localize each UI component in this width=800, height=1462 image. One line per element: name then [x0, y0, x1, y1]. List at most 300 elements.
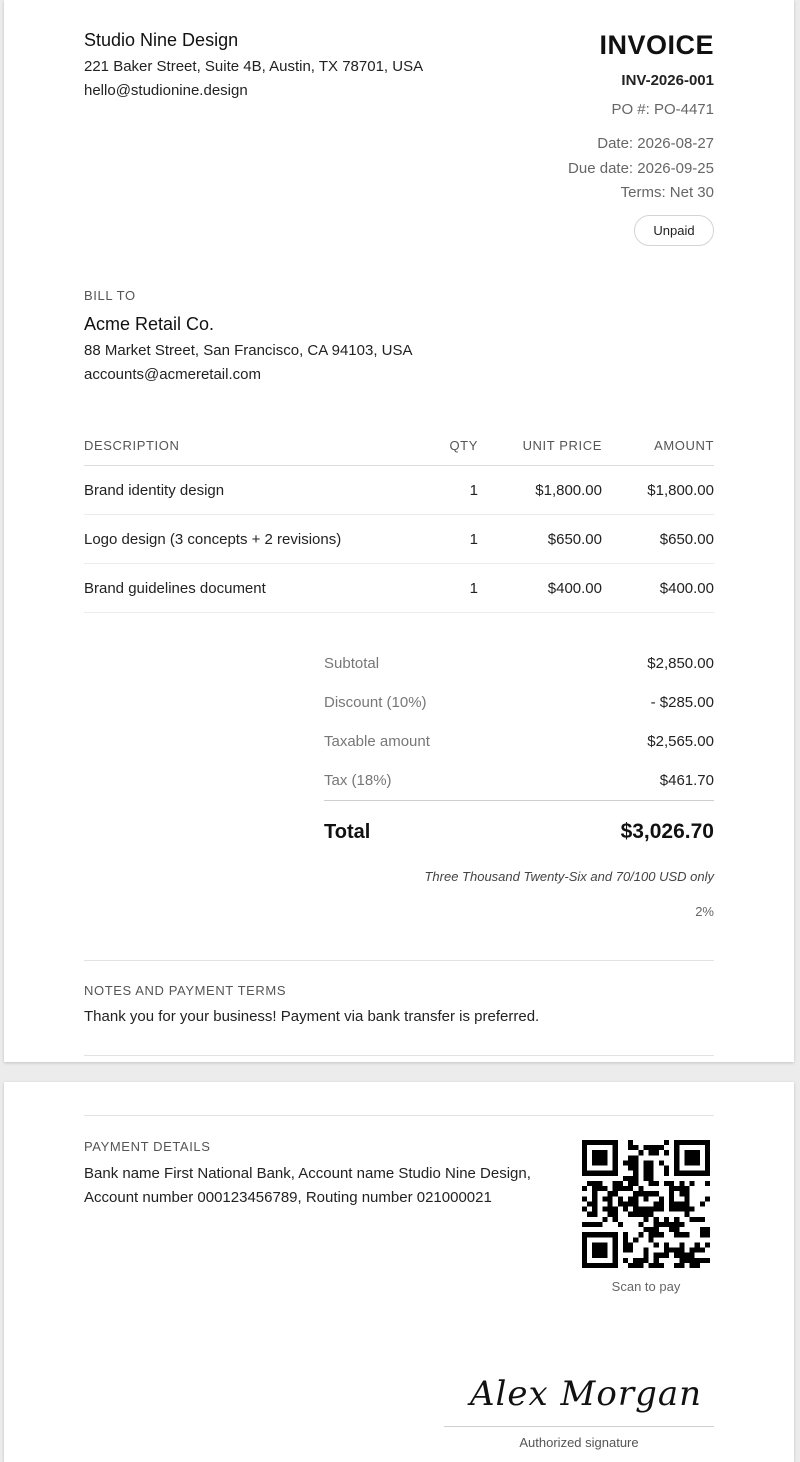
qr-module — [674, 1166, 679, 1171]
qr-module — [613, 1253, 618, 1258]
signature-name: Alex Morgan — [470, 1374, 702, 1414]
qr-module — [638, 1258, 643, 1263]
qr-module — [592, 1186, 597, 1191]
qr-module — [679, 1140, 684, 1145]
tax-label: Tax (18%) — [324, 772, 392, 789]
qr-module — [613, 1258, 618, 1263]
qr-module — [628, 1186, 633, 1191]
qr-module — [592, 1155, 597, 1160]
qr-module — [679, 1253, 684, 1258]
discount-value: - $285.00 — [650, 694, 714, 711]
qr-module — [582, 1171, 587, 1176]
qr-module — [633, 1155, 638, 1160]
qr-module — [649, 1212, 654, 1217]
qr-module — [690, 1140, 695, 1145]
qr-module — [638, 1263, 643, 1268]
qr-module — [633, 1181, 638, 1186]
invoice-date: Date: 2026-08-27 — [597, 135, 714, 152]
qr-module — [618, 1186, 623, 1191]
qr-module — [705, 1166, 710, 1171]
qr-module — [690, 1207, 695, 1212]
qr-module — [582, 1207, 587, 1212]
qr-module — [613, 1207, 618, 1212]
notes-text: Thank you for your business! Payment via bank transfer is preferred. — [84, 1008, 540, 1025]
qr-module — [654, 1253, 659, 1258]
qr-module — [582, 1232, 587, 1237]
table-row — [84, 466, 714, 515]
row-amount: $650.00 — [659, 531, 714, 548]
qr-module — [623, 1258, 628, 1263]
qr-module — [628, 1176, 633, 1181]
qr-module — [613, 1181, 618, 1186]
table-header-row — [84, 426, 714, 466]
qr-module — [643, 1248, 648, 1253]
qr-module — [613, 1171, 618, 1176]
qr-module — [684, 1191, 689, 1196]
qr-module — [582, 1145, 587, 1150]
qr-module — [633, 1237, 638, 1242]
qr-module — [684, 1196, 689, 1201]
qr-module — [633, 1191, 638, 1196]
signature-line — [444, 1426, 714, 1427]
qr-module — [592, 1191, 597, 1196]
status-badge: Unpaid — [634, 215, 714, 246]
qr-module — [659, 1253, 664, 1258]
qr-module — [592, 1212, 597, 1217]
qr-module — [613, 1232, 618, 1237]
qr-module — [690, 1217, 695, 1222]
qr-module — [582, 1196, 587, 1201]
qr-module — [602, 1140, 607, 1145]
row-description: Brand identity design — [84, 482, 225, 499]
invoice-page-1 — [4, 0, 794, 1062]
qr-module — [592, 1248, 597, 1253]
qr-module — [613, 1237, 618, 1242]
qr-module — [690, 1248, 695, 1253]
qr-module — [674, 1201, 679, 1206]
qr-module — [623, 1176, 628, 1181]
bill-to-label: BILL TO — [84, 288, 136, 303]
qr-module — [608, 1212, 613, 1217]
qr-module — [674, 1186, 679, 1191]
qr-module — [674, 1232, 679, 1237]
discount-row — [324, 694, 714, 714]
qr-module — [608, 1232, 613, 1237]
qr-module — [705, 1160, 710, 1165]
qr-module — [649, 1191, 654, 1196]
qr-module — [613, 1263, 618, 1268]
bill-to-name: Acme Retail Co. — [84, 314, 215, 334]
qr-module — [613, 1191, 618, 1196]
qr-module — [597, 1186, 602, 1191]
qr-module — [597, 1140, 602, 1145]
qr-module — [684, 1150, 689, 1155]
qr-module — [592, 1207, 597, 1212]
qr-module — [608, 1140, 613, 1145]
qr-module — [705, 1155, 710, 1160]
qr-module — [654, 1150, 659, 1155]
qr-module — [659, 1207, 664, 1212]
qr-module — [679, 1191, 684, 1196]
qr-module — [649, 1166, 654, 1171]
qr-module — [654, 1232, 659, 1237]
qr-module — [664, 1140, 669, 1145]
qr-module — [597, 1222, 602, 1227]
qr-module — [643, 1207, 648, 1212]
qr-module — [638, 1191, 643, 1196]
qr-module — [695, 1248, 700, 1253]
qr-module — [649, 1171, 654, 1176]
qr-module — [705, 1232, 710, 1237]
qr-module — [582, 1166, 587, 1171]
qr-module — [649, 1263, 654, 1268]
qr-module — [592, 1171, 597, 1176]
qr-module — [705, 1258, 710, 1263]
qr-module — [684, 1171, 689, 1176]
row-unit-price: $400.00 — [547, 580, 602, 597]
qr-module — [684, 1155, 689, 1160]
qr-module — [602, 1171, 607, 1176]
qr-module — [613, 1160, 618, 1165]
qr-module — [643, 1217, 648, 1222]
qr-module — [649, 1237, 654, 1242]
qr-module — [628, 1196, 633, 1201]
qr-module — [654, 1145, 659, 1150]
invoice-page-2 — [4, 1082, 794, 1462]
taxable-row — [324, 733, 714, 753]
qr-module — [582, 1155, 587, 1160]
qr-module — [582, 1248, 587, 1253]
invoice-terms: Terms: Net 30 — [620, 184, 714, 201]
qr-module — [659, 1222, 664, 1227]
qr-module — [649, 1160, 654, 1165]
qr-module — [597, 1181, 602, 1186]
qr-module — [679, 1258, 684, 1263]
qr-module — [613, 1145, 618, 1150]
qr-module — [654, 1191, 659, 1196]
qr-module — [664, 1242, 669, 1247]
bill-to-address: 88 Market Street, San Francisco, CA 94103, USA — [84, 342, 413, 359]
qr-module — [695, 1263, 700, 1268]
row-qty: 1 — [469, 531, 478, 548]
qr-module — [602, 1217, 607, 1222]
qr-caption: Scan to pay — [611, 1279, 681, 1294]
qr-module — [608, 1263, 613, 1268]
qr-module — [669, 1201, 674, 1206]
qr-module — [628, 1145, 633, 1150]
qr-module — [582, 1253, 587, 1258]
qr-module — [602, 1160, 607, 1165]
qr-module — [597, 1155, 602, 1160]
qr-module — [638, 1212, 643, 1217]
qr-module — [618, 1201, 623, 1206]
qr-module — [654, 1217, 659, 1222]
row-qty: 1 — [469, 580, 478, 597]
qr-module — [664, 1166, 669, 1171]
qr-module — [582, 1237, 587, 1242]
qr-module — [690, 1253, 695, 1258]
qr-module — [684, 1212, 689, 1217]
qr-module — [654, 1263, 659, 1268]
qr-module — [649, 1207, 654, 1212]
header-qty: QTY — [449, 438, 478, 453]
qr-module — [690, 1150, 695, 1155]
qr-module — [679, 1242, 684, 1247]
qr-module — [705, 1242, 710, 1247]
qr-module — [597, 1253, 602, 1258]
qr-module — [659, 1263, 664, 1268]
qr-module — [613, 1186, 618, 1191]
qr-module — [618, 1181, 623, 1186]
row-amount: $400.00 — [659, 580, 714, 597]
qr-module — [659, 1145, 664, 1150]
small-percent-note: 2% — [695, 904, 714, 919]
qr-module — [695, 1155, 700, 1160]
qr-module — [659, 1196, 664, 1201]
row-qty: 1 — [469, 482, 478, 499]
qr-module — [628, 1140, 633, 1145]
qr-module — [592, 1263, 597, 1268]
qr-module — [679, 1222, 684, 1227]
qr-module — [638, 1232, 643, 1237]
qr-code-icon — [582, 1140, 710, 1268]
qr-module — [700, 1232, 705, 1237]
qr-module — [623, 1232, 628, 1237]
qr-module — [700, 1227, 705, 1232]
qr-module — [659, 1160, 664, 1165]
row-amount: $1,800.00 — [647, 482, 714, 499]
qr-module — [597, 1232, 602, 1237]
taxable-label: Taxable amount — [324, 733, 430, 750]
qr-module — [597, 1263, 602, 1268]
qr-module — [628, 1242, 633, 1247]
qr-module — [649, 1150, 654, 1155]
seller-email: hello@studionine.design — [84, 82, 248, 99]
qr-module — [674, 1145, 679, 1150]
qr-module — [633, 1201, 638, 1206]
qr-module — [592, 1160, 597, 1165]
qr-module — [633, 1145, 638, 1150]
notes-divider-top — [84, 960, 714, 961]
qr-module — [643, 1227, 648, 1232]
qr-module — [613, 1155, 618, 1160]
qr-module — [602, 1207, 607, 1212]
qr-module — [623, 1160, 628, 1165]
qr-module — [695, 1160, 700, 1165]
qr-module — [608, 1171, 613, 1176]
qr-module — [669, 1248, 674, 1253]
qr-module — [669, 1222, 674, 1227]
qr-module — [602, 1186, 607, 1191]
qr-module — [705, 1140, 710, 1145]
qr-module — [705, 1227, 710, 1232]
qr-module — [613, 1212, 618, 1217]
qr-module — [700, 1217, 705, 1222]
qr-module — [674, 1160, 679, 1165]
qr-module — [684, 1253, 689, 1258]
qr-module — [700, 1248, 705, 1253]
qr-module — [684, 1232, 689, 1237]
total-value: $3,026.70 — [620, 820, 714, 843]
qr-module — [674, 1248, 679, 1253]
qr-module — [669, 1186, 674, 1191]
qr-module — [674, 1227, 679, 1232]
qr-module — [695, 1242, 700, 1247]
qr-module — [654, 1181, 659, 1186]
total-in-words: Three Thousand Twenty-Six and 70/100 USD only — [424, 869, 714, 884]
qr-module — [679, 1186, 684, 1191]
qr-module — [664, 1253, 669, 1258]
row-description: Brand guidelines document — [84, 580, 266, 597]
qr-module — [643, 1176, 648, 1181]
qr-module — [623, 1186, 628, 1191]
qr-module — [623, 1248, 628, 1253]
qr-module — [628, 1248, 633, 1253]
qr-module — [690, 1155, 695, 1160]
qr-module — [690, 1263, 695, 1268]
qr-module — [705, 1150, 710, 1155]
qr-module — [674, 1253, 679, 1258]
qr-module — [618, 1222, 623, 1227]
qr-module — [669, 1196, 674, 1201]
qr-module — [597, 1150, 602, 1155]
qr-module — [643, 1160, 648, 1165]
qr-module — [613, 1248, 618, 1253]
qr-module — [684, 1258, 689, 1263]
qr-module — [587, 1232, 592, 1237]
qr-module — [695, 1258, 700, 1263]
qr-module — [643, 1212, 648, 1217]
qr-module — [592, 1196, 597, 1201]
qr-module — [597, 1171, 602, 1176]
qr-module — [582, 1258, 587, 1263]
qr-module — [700, 1171, 705, 1176]
qr-module — [633, 1212, 638, 1217]
subtotal-label: Subtotal — [324, 655, 380, 672]
qr-module — [608, 1196, 613, 1201]
qr-module — [633, 1263, 638, 1268]
qr-module — [654, 1227, 659, 1232]
qr-module — [628, 1212, 633, 1217]
qr-module — [654, 1207, 659, 1212]
qr-module — [582, 1160, 587, 1165]
qr-module — [608, 1201, 613, 1206]
header-description: DESCRIPTION — [84, 438, 180, 453]
qr-module — [602, 1263, 607, 1268]
qr-module — [705, 1196, 710, 1201]
qr-module — [679, 1181, 684, 1186]
qr-module — [654, 1222, 659, 1227]
table-row — [84, 564, 714, 613]
qr-module — [623, 1237, 628, 1242]
subtotal-value: $2,850.00 — [647, 655, 714, 672]
qr-module — [674, 1171, 679, 1176]
discount-label: Discount (10%) — [324, 694, 427, 711]
qr-module — [664, 1150, 669, 1155]
qr-module — [679, 1263, 684, 1268]
qr-module — [633, 1258, 638, 1263]
qr-module — [592, 1253, 597, 1258]
qr-module — [587, 1201, 592, 1206]
qr-module — [633, 1176, 638, 1181]
qr-module — [633, 1160, 638, 1165]
qr-module — [623, 1242, 628, 1247]
qr-module — [659, 1201, 664, 1206]
subtotal-row — [324, 655, 714, 675]
row-unit-price: $650.00 — [547, 531, 602, 548]
qr-module — [669, 1181, 674, 1186]
qr-module — [587, 1181, 592, 1186]
qr-module — [679, 1201, 684, 1206]
qr-module — [587, 1171, 592, 1176]
qr-module — [628, 1166, 633, 1171]
qr-module — [695, 1150, 700, 1155]
qr-module — [602, 1242, 607, 1247]
signature-caption: Authorized signature — [519, 1435, 639, 1450]
qr-module — [664, 1171, 669, 1176]
qr-module — [679, 1207, 684, 1212]
row-description: Logo design (3 concepts + 2 revisions) — [84, 531, 342, 548]
header-amount: AMOUNT — [654, 438, 714, 453]
qr-module — [643, 1196, 648, 1201]
taxable-value: $2,565.00 — [647, 733, 714, 750]
qr-module — [638, 1222, 643, 1227]
qr-module — [649, 1227, 654, 1232]
notes-divider-bottom — [84, 1055, 714, 1056]
qr-module — [633, 1166, 638, 1171]
qr-module — [628, 1160, 633, 1165]
payment-divider — [84, 1115, 714, 1116]
qr-module — [684, 1201, 689, 1206]
qr-module — [679, 1171, 684, 1176]
qr-module — [623, 1201, 628, 1206]
qr-module — [664, 1248, 669, 1253]
invoice-title: INVOICE — [599, 30, 714, 60]
qr-module — [602, 1248, 607, 1253]
qr-module — [597, 1248, 602, 1253]
qr-module — [643, 1166, 648, 1171]
qr-module — [695, 1171, 700, 1176]
invoice-due-date: Due date: 2026-09-25 — [568, 160, 714, 177]
qr-module — [654, 1258, 659, 1263]
payment-details-label: PAYMENT DETAILS — [84, 1139, 211, 1154]
qr-module — [643, 1191, 648, 1196]
qr-module — [664, 1222, 669, 1227]
qr-module — [695, 1140, 700, 1145]
qr-module — [587, 1263, 592, 1268]
qr-module — [592, 1181, 597, 1186]
total-label: Total — [324, 821, 371, 843]
line-items-table — [84, 426, 714, 613]
qr-module — [628, 1201, 633, 1206]
qr-module — [649, 1181, 654, 1186]
qr-module — [582, 1242, 587, 1247]
qr-module — [684, 1207, 689, 1212]
qr-module — [582, 1150, 587, 1155]
qr-module — [623, 1207, 628, 1212]
qr-module — [664, 1217, 669, 1222]
invoice-po-number: PO #: PO-4471 — [611, 101, 714, 118]
qr-module — [690, 1181, 695, 1186]
row-unit-price: $1,800.00 — [535, 482, 602, 499]
qr-module — [649, 1232, 654, 1237]
qr-module — [638, 1150, 643, 1155]
qr-module — [608, 1207, 613, 1212]
qr-module — [664, 1181, 669, 1186]
qr-module — [587, 1222, 592, 1227]
qr-module — [587, 1212, 592, 1217]
qr-module — [592, 1150, 597, 1155]
